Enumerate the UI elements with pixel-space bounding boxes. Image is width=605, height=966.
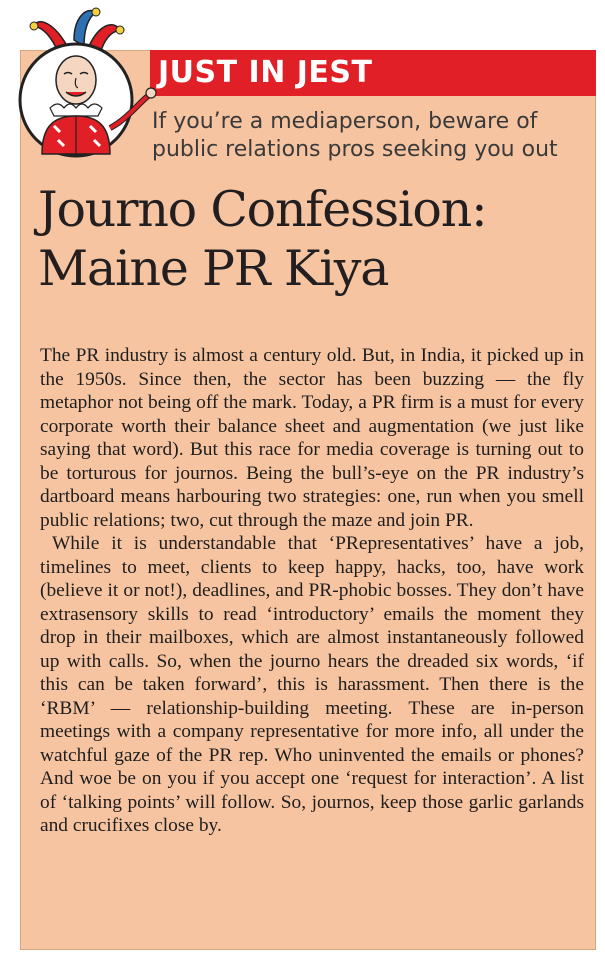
body-paragraph: While it is understandable that ‘PRepresentatives’ have a job, timelines to meet, clients to keep happy, hacks, too, have work (believe it or not!), deadlines, and PR-phobic bosses. They don’t have extrasensory skills to read ‘introductory’ emails the moment they drop in their mailboxes, which are almost instantaneously followed up with calls. So, when the journo hears the dreaded six words, ‘if this can be taken forward’, this is harassment. Then there is the ‘RBM’ — relationship-building meeting. These are in-person meetings with a company representative for more info, all under the watchful gaze of the PR rep. Who uninvented the emails or phones? And woe be on you if you accept one ‘request for interaction’. A list of ‘talking points’ will follow. So, journos, keep those garlic garlands and crucifixes close by. xyxy=(40,533,584,836)
jester-icon xyxy=(14,4,164,164)
column-banner xyxy=(150,50,596,96)
body-paragraph: The PR industry is almost a century old. But, in India, it picked up in the 1950s. Since then, the sector has been buzzing — the fly metaphor not being off the mark. Today, a PR firm is a must for every corporate worth their balance sheet and augmentation (we just like saying that word). But this race for media coverage is turning out to be torturous for journos. Being the bull’s-eye on the PR industry’s dartboard means harbouring two strategies: one, run when you smell public relations; two, cut through the maze and join PR. xyxy=(40,345,584,531)
column-subtitle: If you’re a mediaperson, beware of public relations pros seeking you out xyxy=(152,109,558,162)
headline-line: Maine PR Kiya xyxy=(38,240,389,297)
column-title: JUST IN JEST xyxy=(158,55,373,90)
headline-line: Journo Confession: xyxy=(38,181,487,238)
article-body xyxy=(40,344,584,838)
headline xyxy=(38,180,588,298)
